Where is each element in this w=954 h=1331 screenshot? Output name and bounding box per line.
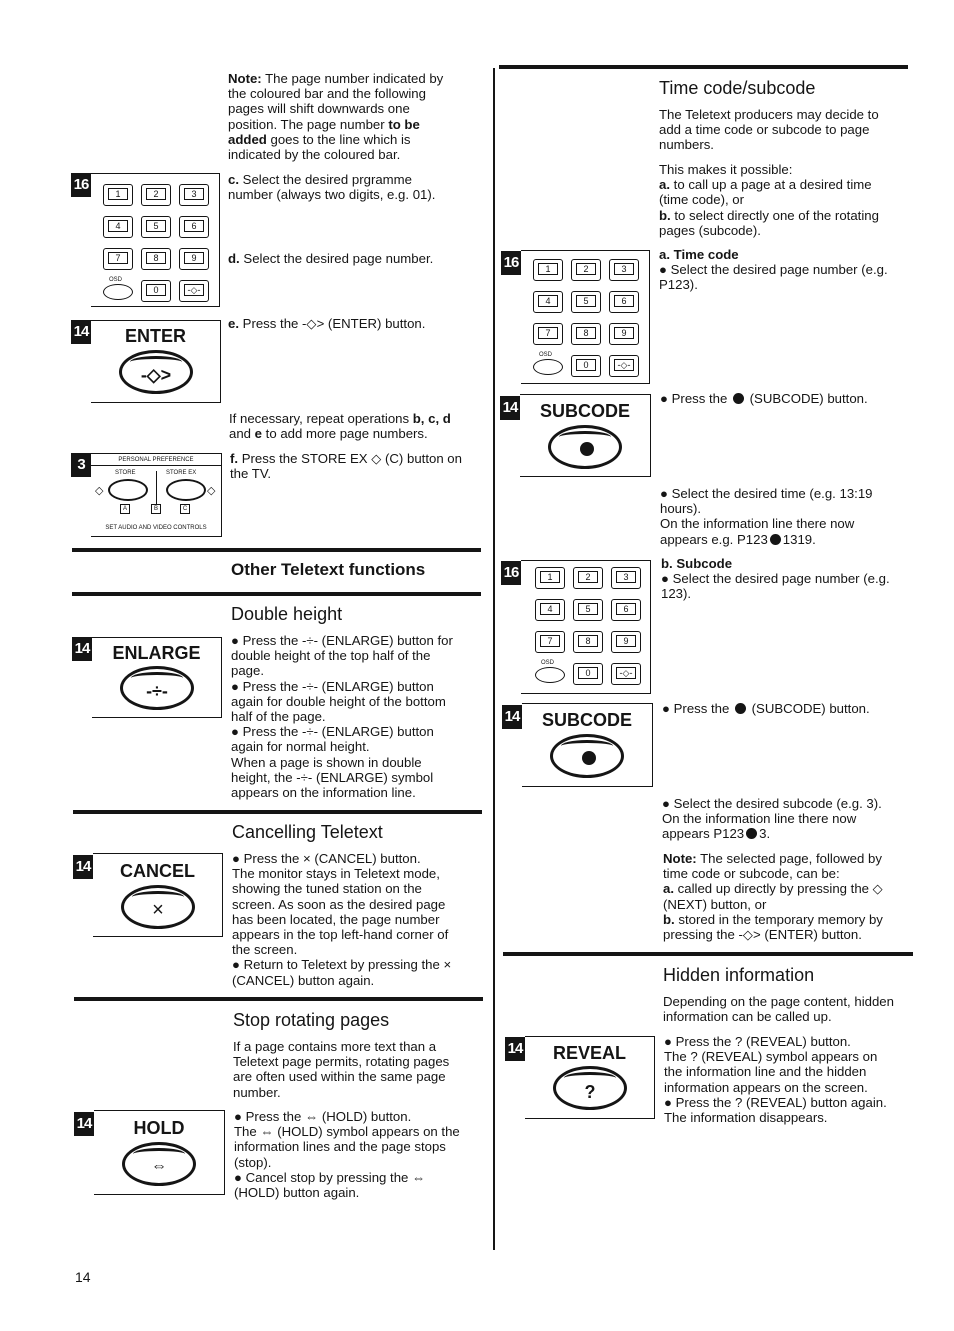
key-2[interactable]: 2 — [141, 184, 171, 206]
step-badge-14: 14 — [505, 1037, 525, 1061]
enlarge-panel — [92, 637, 222, 718]
osd-button[interactable] — [535, 667, 565, 683]
hold-button[interactable] — [122, 1142, 196, 1186]
enlarge-icon: -÷- — [146, 681, 168, 701]
key-7[interactable]: 7 — [535, 631, 565, 653]
next-icon: -◇- — [184, 284, 204, 296]
step-c: c. Select the desired prgramme number (always two digits, e.g. 01). — [228, 172, 436, 203]
key-4[interactable]: 4 — [535, 599, 565, 621]
subcode-button[interactable] — [550, 734, 624, 778]
key-2[interactable]: 2 — [571, 259, 601, 281]
double-height-text: ● Press the -÷- (ENLARGE) button for double height of the top half of the page. ● Press the -÷- (ENLARGE) button again for double height of the bottom half of the page. ● Press the -÷- (ENLARGE) button again for normal height. When a page is shown in double height, the -÷- (ENLARGE) symbol appears on the information line. — [231, 633, 453, 801]
time-code-intro: The Teletext producers may decide to add a time code or subcode to page numbers. — [659, 107, 879, 153]
numeric-keypad-panel — [91, 173, 220, 307]
other-functions-heading: Other Teletext functions — [231, 560, 426, 579]
reveal-text: ● Press the ? (REVEAL) button. The ? (REVEAL) symbol appears on the information line and the hidden information appears on the screen. ● Press the ? (REVEAL) button again. The information disappears. — [664, 1034, 887, 1126]
store-arrow-icon: ◇ — [95, 485, 104, 497]
store-button[interactable] — [108, 479, 148, 501]
section-rule — [72, 548, 481, 552]
key-1[interactable]: 1 — [535, 567, 565, 589]
subcode-step: b. Subcode ● Select the desired page number (e.g. 123). — [661, 556, 890, 602]
key-1[interactable]: 1 — [533, 259, 563, 281]
key-9[interactable]: 9 — [611, 631, 641, 653]
section-rule — [499, 65, 908, 69]
key-3[interactable]: 3 — [611, 567, 641, 589]
next-icon: -◇- — [616, 667, 636, 679]
reveal-label: REVEAL — [552, 1043, 626, 1063]
stop-rotating-intro: If a page contains more text than a Teletext page permits, rotating pages are often used within the same page number. — [233, 1039, 450, 1100]
step-d: d. Select the desired page number. — [228, 251, 434, 266]
enter-panel — [91, 320, 221, 403]
note-2: Note: The selected page, followed by time code or subcode, can be: a. called up directly by pressing the ◇ (NEXT) button, or b. stored in the temporary memory by pressing the -◇> (ENTER) button. — [663, 851, 883, 943]
step-badge-16: 16 — [71, 173, 91, 197]
store-ex-button[interactable] — [166, 479, 206, 501]
osd-label: OSD — [539, 352, 553, 358]
key-6[interactable]: 6 — [611, 599, 641, 621]
subcode-icon — [770, 534, 781, 545]
osd-button[interactable] — [533, 359, 563, 375]
numeric-keypad-panel — [521, 560, 651, 694]
store-panel-title: PERSONAL PREFERENCE — [91, 457, 221, 466]
subcode-panel — [520, 394, 651, 477]
step-badge-3: 3 — [71, 453, 91, 477]
enter-icon: -◇> — [140, 365, 172, 385]
numeric-keypad-panel — [521, 250, 650, 384]
step-e: e. Press the -◇> (ENTER) button. — [228, 316, 426, 331]
key-4[interactable]: 4 — [103, 216, 133, 238]
key-5[interactable]: 5 — [571, 291, 601, 313]
subcode-icon — [746, 828, 757, 839]
cancel-icon: × — [152, 899, 164, 921]
key-b[interactable]: B — [151, 504, 161, 514]
subcode-label: SUBCODE — [541, 710, 632, 730]
step-badge-14: 14 — [502, 705, 522, 729]
hold-panel — [94, 1110, 225, 1195]
enter-button[interactable] — [119, 350, 193, 394]
key-1[interactable]: 1 — [103, 184, 133, 206]
step-f: f. Press the STORE EX ◇ (C) button on the TV. — [230, 451, 462, 482]
store-ex-label: STORE EX — [166, 470, 197, 476]
key-9[interactable]: 9 — [609, 323, 639, 345]
next-key[interactable] — [611, 663, 641, 685]
column-divider — [493, 68, 495, 1250]
osd-label: OSD — [109, 277, 123, 283]
hold-text: ● Press the ⇔ (HOLD) button. The ⇔ (HOLD) symbol appears on the information lines and the page stops (stop). ● Cancel stop by pressing the ⇔ (HOLD) button again. — [234, 1109, 460, 1201]
key-8[interactable]: 8 — [571, 323, 601, 345]
next-key[interactable] — [609, 355, 639, 377]
repeat-paragraph: If necessary, repeat operations b, c, d and e to add more page numbers. — [229, 411, 451, 442]
subcode-icon — [582, 751, 596, 765]
subcode-label: SUBCODE — [539, 401, 630, 421]
note-paragraph: Note: The page number indicated by the coloured bar and the following pages will shift downwards one position. The page number to be added goes to the line which is indicated by the coloured bar. — [228, 71, 444, 163]
time-code-heading: Time code/subcode — [659, 78, 816, 98]
hold-label: HOLD — [133, 1118, 185, 1138]
step-badge-14: 14 — [74, 1112, 94, 1136]
step-badge-16: 16 — [501, 561, 521, 585]
osd-label: OSD — [541, 660, 555, 666]
subcode-icon — [735, 703, 746, 714]
step-badge-14: 14 — [500, 396, 520, 420]
hold-icon: ⇔ — [151, 1158, 167, 1175]
store-panel — [91, 453, 222, 537]
key-a[interactable]: A — [120, 504, 130, 514]
time-code-step: a. Time code ● Select the desired page number (e.g. P123). — [659, 247, 888, 293]
subcode-press-1: ● Press the (SUBCODE) button. — [660, 391, 868, 406]
time-select-text: ● Select the desired time (e.g. 13:19 hours). On the information line there now appears e.g. P123 1319. — [660, 486, 873, 547]
enlarge-label: ENLARGE — [112, 643, 201, 663]
key-3[interactable]: 3 — [609, 259, 639, 281]
key-2[interactable]: 2 — [573, 567, 603, 589]
cancel-label: CANCEL — [120, 861, 195, 881]
key-c[interactable]: C — [180, 504, 190, 514]
subcode-panel — [522, 703, 653, 787]
next-key[interactable] — [179, 280, 209, 302]
key-4[interactable]: 4 — [533, 291, 563, 313]
key-0[interactable]: 0 — [573, 663, 603, 685]
subcode-select-text: ● Select the desired subcode (e.g. 3). On the information line there now appears P123 3. — [662, 796, 882, 842]
step-badge-14: 14 — [72, 637, 92, 661]
key-0[interactable]: 0 — [571, 355, 601, 377]
section-rule — [503, 952, 913, 956]
key-8[interactable]: 8 — [573, 631, 603, 653]
enter-label: ENTER — [124, 326, 186, 346]
store-panel-footer: SET AUDIO AND VIDEO CONTROLS — [105, 525, 207, 531]
key-6[interactable]: 6 — [179, 216, 209, 238]
reveal-button[interactable] — [553, 1066, 627, 1110]
enlarge-button[interactable] — [120, 666, 194, 710]
possible-list: This makes it possible: a. to call up a page at a desired time (time code), or b. to select directly one of the rotating pages (subcode). — [659, 162, 879, 238]
key-9[interactable]: 9 — [179, 248, 209, 270]
subcode-icon — [580, 442, 594, 456]
hidden-info-heading: Hidden information — [663, 965, 815, 985]
key-7[interactable]: 7 — [533, 323, 563, 345]
key-5[interactable]: 5 — [141, 216, 171, 238]
key-5[interactable]: 5 — [573, 599, 603, 621]
reveal-panel — [525, 1036, 655, 1119]
subcode-icon — [733, 393, 744, 404]
key-3[interactable]: 3 — [179, 184, 209, 206]
store-label: STORE — [115, 470, 136, 476]
section-rule — [73, 810, 482, 814]
key-8[interactable]: 8 — [141, 248, 171, 270]
key-6[interactable]: 6 — [609, 291, 639, 313]
osd-button[interactable] — [103, 284, 133, 300]
cancel-button[interactable] — [121, 885, 195, 929]
step-badge-14: 14 — [71, 320, 91, 344]
step-badge-14: 14 — [73, 855, 93, 879]
next-icon: -◇- — [614, 359, 634, 371]
key-0[interactable]: 0 — [141, 280, 171, 302]
cancelling-heading: Cancelling Teletext — [232, 822, 383, 842]
cancelling-text: ● Press the × (CANCEL) button. The monitor stays in Teletext mode, showing the tuned station on the screen. As soon as the desired page has been located, the page number appears in the top left-hand corner of the screen. ● Return to Teletext by pressing the × (CANCEL) button again. — [232, 851, 452, 988]
section-rule — [72, 592, 481, 596]
hidden-info-intro: Depending on the page content, hidden information can be called up. — [663, 994, 894, 1025]
section-rule — [74, 997, 483, 1001]
page-number: 14 — [75, 1269, 91, 1285]
stop-rotating-heading: Stop rotating pages — [233, 1010, 390, 1030]
step-badge-16: 16 — [501, 251, 521, 275]
key-7[interactable]: 7 — [103, 248, 133, 270]
store-ex-icon: ◇ — [207, 485, 216, 497]
subcode-press-2: ● Press the (SUBCODE) button. — [662, 701, 870, 716]
double-height-heading: Double height — [231, 604, 343, 624]
reveal-icon: ? — [584, 1082, 596, 1102]
cancel-panel — [93, 853, 223, 937]
subcode-button[interactable] — [548, 425, 622, 469]
